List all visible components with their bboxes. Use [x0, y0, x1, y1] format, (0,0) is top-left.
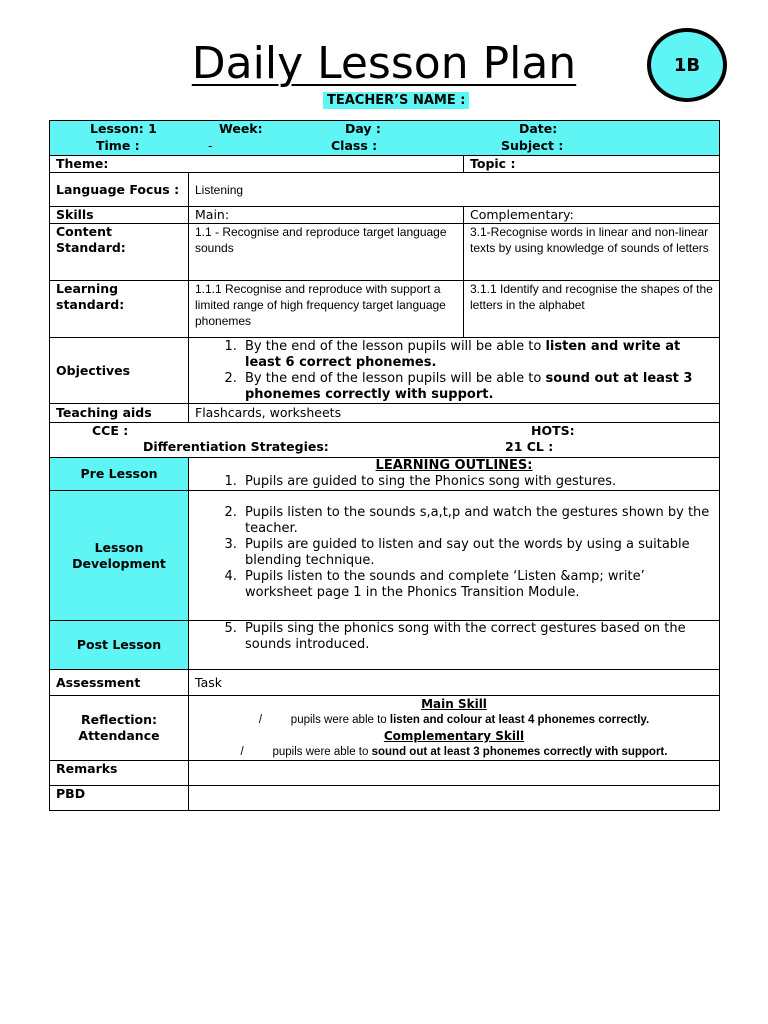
date-label: Date:: [519, 121, 558, 136]
language-focus-row: [50, 173, 720, 207]
pbd-value[interactable]: [189, 786, 720, 811]
cl21-label: 21 CL :: [505, 439, 554, 454]
remarks-row: [50, 761, 720, 786]
language-focus-label: Language Focus :: [50, 173, 189, 207]
skills-main: Main:: [189, 207, 464, 224]
objectives-label: Objectives: [50, 338, 189, 404]
language-focus-value: Listening: [189, 173, 720, 207]
skills-complementary: Complementary:: [464, 207, 720, 224]
differentiation-label: Differentiation Strategies:: [143, 439, 329, 454]
time-label: Time :: [96, 138, 140, 153]
lesson-label: Lesson: 1: [90, 121, 157, 136]
cce-row: [50, 423, 720, 458]
pbd-label: PBD: [50, 786, 189, 811]
cce-label: CCE :: [92, 423, 129, 438]
pre-lesson-cell: [189, 458, 720, 491]
class-badge: 1B: [647, 28, 727, 102]
reflection-label-cell: [50, 696, 189, 761]
theme-label: Theme:: [50, 156, 464, 173]
objective-item: 1. By the end of the lesson pupils will be able to listen and write at least 6 correct phonemes.: [241, 339, 713, 371]
post-lesson-row: [50, 621, 720, 670]
theme-row: [50, 156, 720, 173]
pbd-row: [50, 786, 720, 811]
learning-outlines-heading: LEARNING OUTLINES:: [375, 458, 533, 473]
complementary-skill-line: / pupils were able to sound out at least 3 phonemes correctly with support.: [240, 746, 668, 758]
lesson-development-row: [50, 491, 720, 621]
lesson-development-item: 3. Pupils are guided to listen and say out the words by using a suitable blending technique.: [241, 537, 713, 569]
remarks-label: Remarks: [50, 761, 189, 786]
post-lesson-item: 5. Pupils sing the phonics song with the correct gestures based on the sounds introduced.: [241, 621, 713, 653]
post-lesson-label: Post Lesson: [50, 621, 189, 670]
reflection-row: [50, 696, 720, 761]
skills-label: Skills: [50, 207, 189, 224]
learning-standard-complementary: 3.1.1 Identify and recognise the shapes of the letters in the alphabet: [464, 281, 720, 338]
topic-label: Topic :: [464, 156, 720, 173]
hots-label: HOTS:: [531, 423, 575, 438]
attendance-label: Attendance: [78, 728, 160, 743]
complementary-skill-heading: Complementary Skill: [383, 729, 525, 743]
day-label: Day :: [345, 121, 381, 136]
lesson-development-label: Lesson Development: [50, 491, 189, 621]
class-label: Class :: [331, 138, 378, 153]
pre-lesson-label: Pre Lesson: [50, 458, 189, 491]
teaching-aids-label: Teaching aids: [50, 404, 189, 423]
objectives-cell: [189, 338, 720, 404]
main-skill-line: / pupils were able to listen and colour at least 4 phonemes correctly.: [258, 714, 650, 726]
learning-standard-row: [50, 281, 720, 338]
content-standard-row: [50, 224, 720, 281]
pre-lesson-row: [50, 458, 720, 491]
teacher-name-label: TEACHER’S NAME :: [323, 92, 469, 109]
remarks-value[interactable]: [189, 761, 720, 786]
reflection-cell: [189, 696, 720, 761]
lesson-development-cell: [189, 491, 720, 621]
learning-standard-label: Learning standard:: [50, 281, 189, 338]
assessment-label: Assessment: [50, 670, 189, 696]
week-label: Week:: [219, 121, 263, 136]
post-lesson-cell: [189, 621, 720, 670]
lesson-development-item: 4. Pupils listen to the sounds and complete ‘Listen &amp; write’ worksheet page 1 in the Phonics Transition Module.: [241, 569, 713, 601]
reflection-label: Reflection:: [80, 712, 157, 727]
objectives-row: [50, 338, 720, 404]
assessment-value: Task: [189, 670, 720, 696]
page-title: Daily Lesson Plan: [191, 38, 577, 89]
objective-item: 2. By the end of the lesson pupils will be able to sound out at least 3 phonemes correctly with support.: [241, 371, 713, 403]
content-standard-label: Content Standard:: [50, 224, 189, 281]
content-standard-main: 1.1 - Recognise and reproduce target language sounds: [189, 224, 464, 281]
skills-row: [50, 207, 720, 224]
teaching-aids-row: [50, 404, 720, 423]
subject-label: Subject :: [501, 138, 564, 153]
main-skill-heading: Main Skill: [421, 697, 487, 711]
header-row: [50, 121, 720, 156]
teaching-aids-value: Flashcards, worksheets: [189, 404, 720, 423]
content-standard-complementary: 3.1-Recognise words in linear and non-linear texts by using knowledge of sounds of letters: [464, 224, 720, 281]
assessment-row: [50, 670, 720, 696]
pre-lesson-item: 1. Pupils are guided to sing the Phonics song with gestures.: [241, 474, 713, 490]
lesson-plan-table: [49, 120, 720, 811]
learning-standard-main: 1.1.1 Recognise and reproduce with support a limited range of high frequency target language phonemes: [189, 281, 464, 338]
time-dash: -: [208, 138, 213, 153]
lesson-development-item: 2. Pupils listen to the sounds s,a,t,p and watch the gestures shown by the teacher.: [241, 505, 713, 537]
